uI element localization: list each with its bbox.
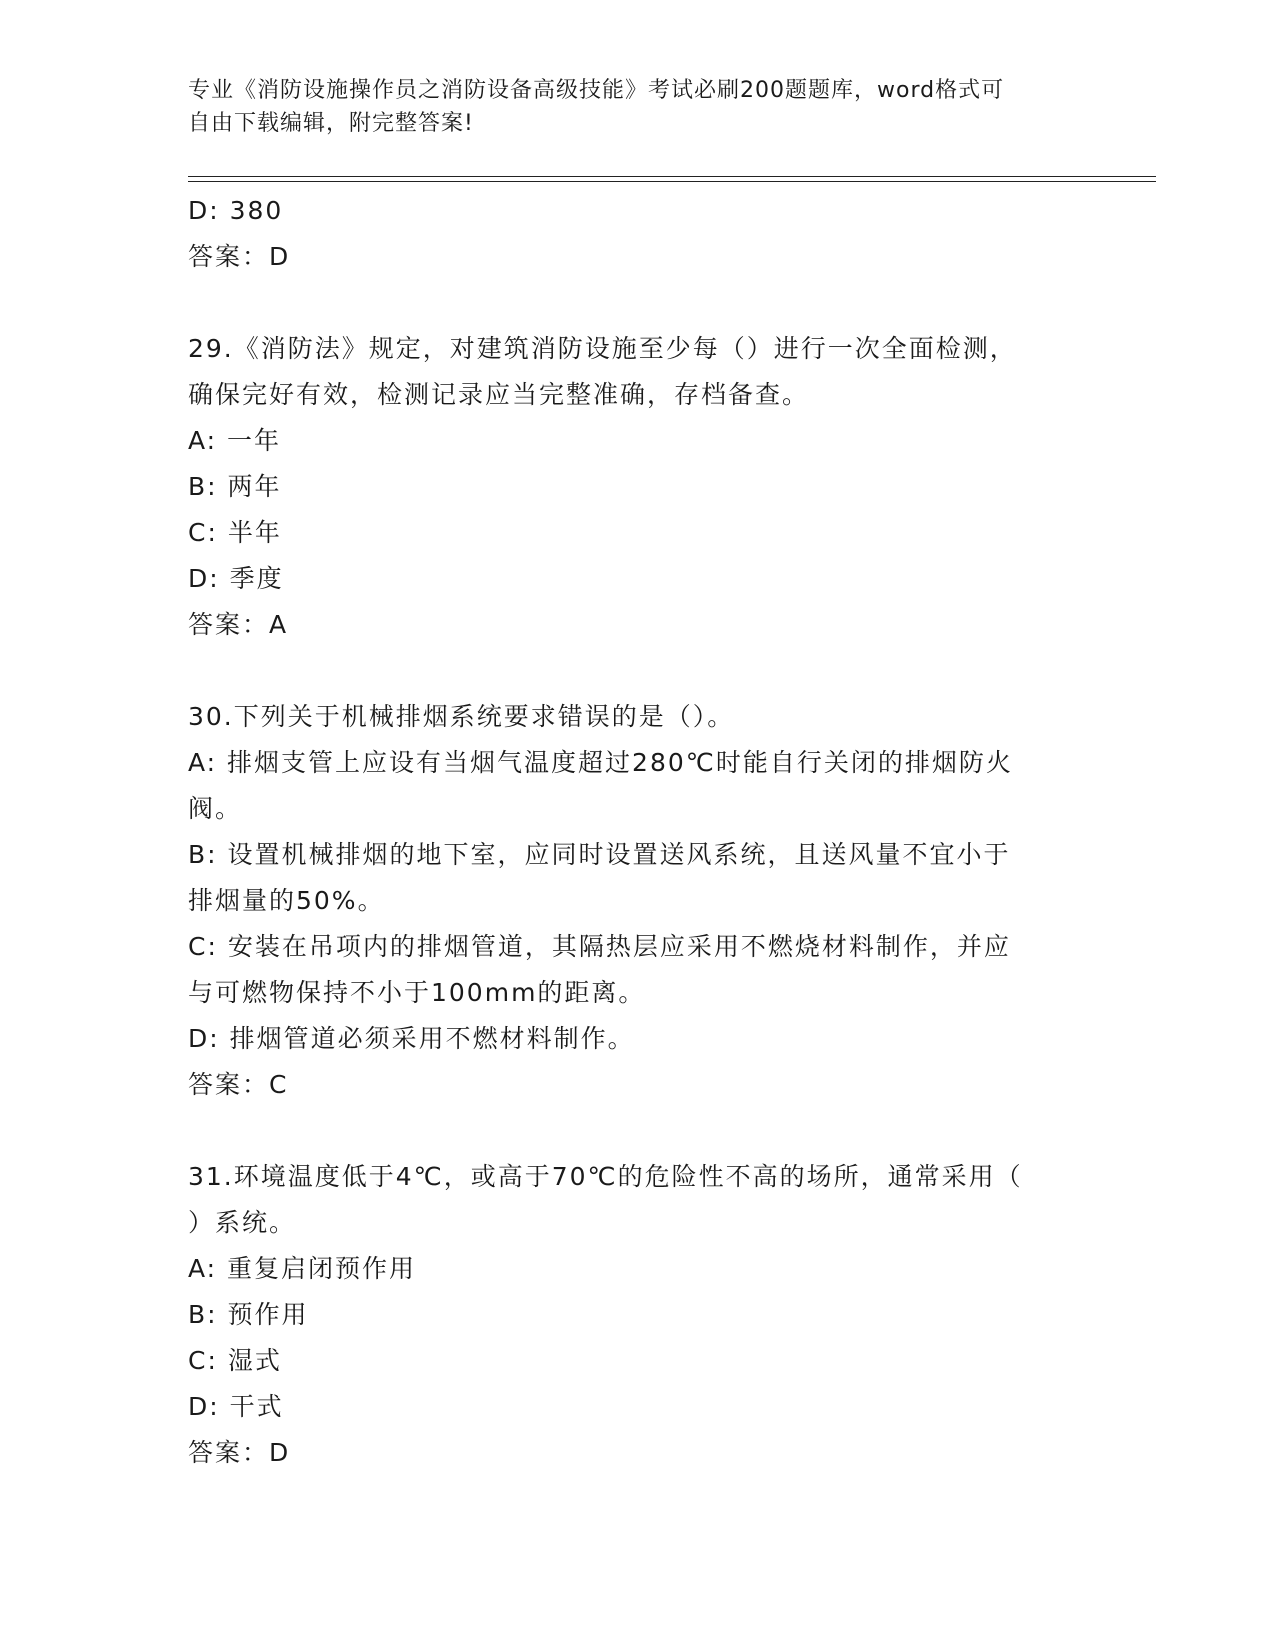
question-30-option-a-2: 阀。 <box>188 794 243 823</box>
question-31-option-b: B: 预作用 <box>188 1300 309 1329</box>
question-30-option-b-1: B: 设置机械排烟的地下室，应同时设置送风系统，且送风量不宜小于 <box>188 840 1011 869</box>
document-header <box>188 74 1088 140</box>
question-30-option-a-1: A: 排烟支管上应设有当烟气温度超过280℃时能自行关闭的排烟防火 <box>188 748 1013 777</box>
spacer <box>188 648 1078 694</box>
header-divider <box>188 176 1156 182</box>
question-29-option-d: D: 季度 <box>188 564 284 593</box>
question-content <box>188 188 1078 1476</box>
question-31-text-1: 31.环境温度低于4℃，或高于70℃的危险性不高的场所，通常采用（ <box>188 1162 1023 1191</box>
question-30-answer: 答案：C <box>188 1070 289 1099</box>
question-31-option-c: C: 湿式 <box>188 1346 282 1375</box>
spacer <box>188 280 1078 326</box>
question-29-option-b: B: 两年 <box>188 472 282 501</box>
header-line-2: 自由下载编辑，附完整答案! <box>188 111 474 136</box>
question-31-answer: 答案：D <box>188 1438 291 1467</box>
question-30-option-b-2: 排烟量的50%。 <box>188 886 385 915</box>
prev-answer: 答案：D <box>188 242 291 271</box>
question-31-option-a: A: 重复启闭预作用 <box>188 1254 417 1283</box>
question-30-option-c-2: 与可燃物保持不小于100mm的距离。 <box>188 978 646 1007</box>
question-29-text-2: 确保完好有效，检测记录应当完整准确，存档备查。 <box>188 380 810 409</box>
question-30-option-c-1: C: 安装在吊项内的排烟管道，其隔热层应采用不燃烧材料制作，并应 <box>188 932 1011 961</box>
question-31-option-d: D: 干式 <box>188 1392 284 1421</box>
question-31-text-2: ）系统。 <box>188 1208 297 1237</box>
question-30-text: 30.下列关于机械排烟系统要求错误的是（）。 <box>188 702 735 731</box>
prev-option-d: D: 380 <box>188 196 284 225</box>
header-line-1: 专业《消防设施操作员之消防设备高级技能》考试必刷200题题库，word格式可 <box>188 78 1005 103</box>
question-30-option-d: D: 排烟管道必须采用不燃材料制作。 <box>188 1024 635 1053</box>
question-29-answer: 答案：A <box>188 610 289 639</box>
question-30 <box>188 694 1078 1108</box>
question-31 <box>188 1154 1078 1476</box>
question-29-option-a: A: 一年 <box>188 426 282 455</box>
spacer <box>188 1108 1078 1154</box>
question-29-option-c: C: 半年 <box>188 518 282 547</box>
question-29-text-1: 29.《消防法》规定，对建筑消防设施至少每（）进行一次全面检测， <box>188 334 1017 363</box>
question-29 <box>188 326 1078 648</box>
